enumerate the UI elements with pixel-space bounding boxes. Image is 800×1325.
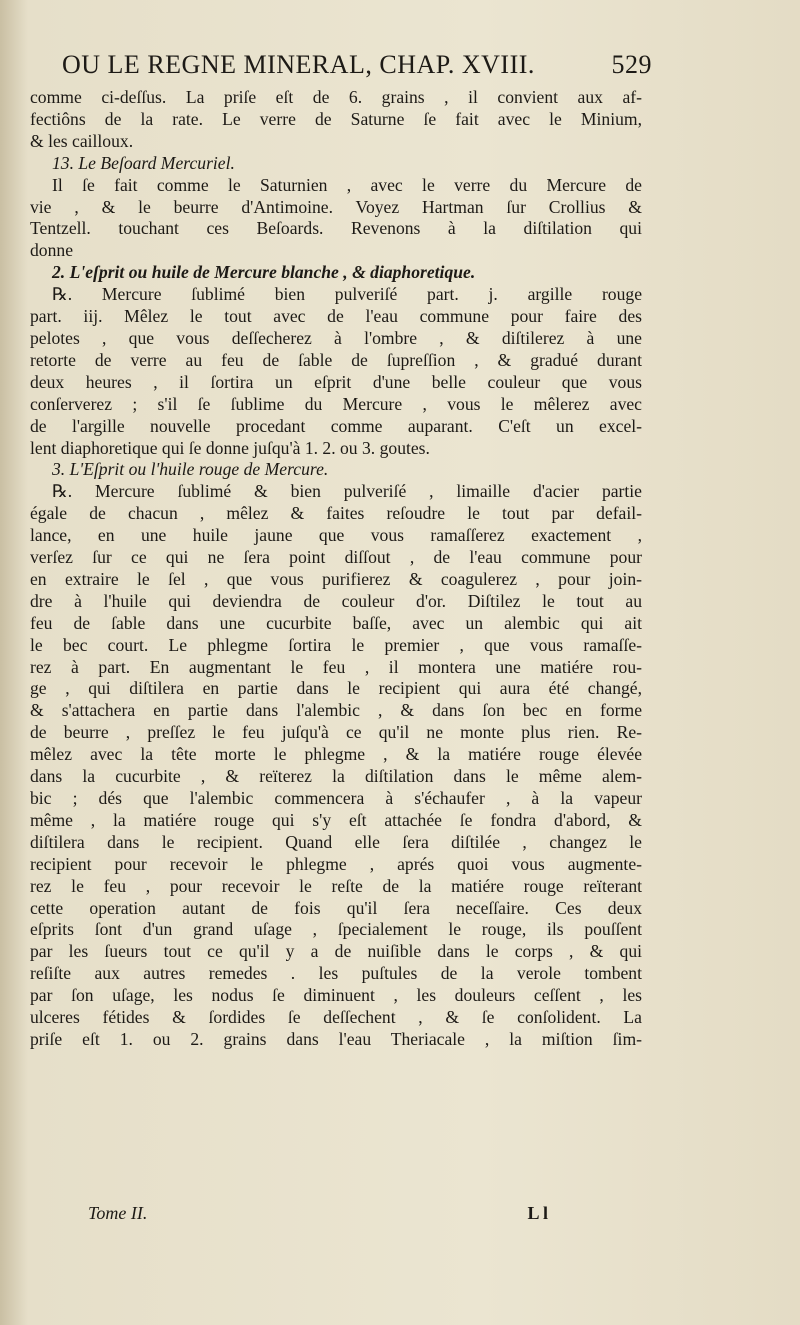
text-line: dans la cucurbite , & reïterez la diſtilation dans le même alem- — [30, 766, 642, 787]
text-line: lance, en une huile jaune que vous ramaſſerez exactement , — [30, 525, 642, 546]
text-line: & s'attachera en partie dans l'alembic , & dans ſon bec en forme — [30, 700, 642, 721]
text-line: diſtilera dans le recipient. Quand elle ſera diſtilée , changez le — [30, 831, 642, 852]
text-line: égale de chacun , mêlez & faites reſoudre le tout par defail- — [30, 503, 642, 524]
text-line: rez à part. En augmentant le feu , il montera une matiére rou- — [30, 656, 642, 677]
section-heading: 13. Le Beſoard Mercuriel. — [52, 152, 235, 173]
text-line: par les ſueurs tout ce qu'il y a de nuiſible dans le corps , & qui — [30, 941, 642, 962]
text-line: le bec court. Le phlegme ſortira le premier , que vous ramaſſe- — [30, 634, 642, 655]
text-line: vie , & le beurre d'Antimoine. Voyez Hartman ſur Crollius & — [30, 196, 642, 217]
text-line: par ſon uſage, les nodus ſe diminuent , les douleurs ceſſent , les — [30, 985, 642, 1006]
text-line: mêlez avec la tête morte le phlegme , & la matiére rouge élevée — [30, 744, 642, 765]
text-line: ℞. Mercure ſublimé & bien pulveriſé , limaille d'acier partie — [52, 481, 642, 502]
text-body — [30, 87, 642, 1051]
text-line: de l'argille nouvelle procedant comme auparant. C'eſt un excel- — [30, 415, 642, 436]
text-line: comme ci-deſſus. La priſe eſt de 6. grains , il convient aux af- — [30, 87, 642, 107]
text-line: verſez ſur ce qui ne ſera point diſſout , de l'eau commune pour — [30, 547, 642, 568]
text-line: rez le feu , pour recevoir le reſte de la matiére rouge reïterant — [30, 875, 642, 896]
running-header — [62, 50, 652, 80]
text-line: feu de ſable dans une cucurbite baſſe, avec un alembic qui ait — [30, 612, 642, 633]
section-heading: 2. L'eſprit ou huile de Mercure blanche , & diaphoretique. — [52, 262, 476, 283]
volume-label: Tome II. — [88, 1203, 148, 1223]
page-footer — [88, 1203, 548, 1224]
text-line: ℞. Mercure ſublimé bien pulveriſé part. j. argille rouge — [52, 284, 642, 305]
page-number: 529 — [611, 50, 652, 79]
text-line: en extraire le ſel , que vous purifierez & coagulerez , pour join- — [30, 568, 642, 589]
text-line: donne — [30, 240, 73, 261]
text-line: deux heures , il ſortira un eſprit d'une belle couleur que vous — [30, 371, 642, 392]
text-line: conſerverez ; s'il ſe ſublime du Mercure , vous le mêlerez avec — [30, 393, 642, 414]
text-line: reſiſte aux autres remedes . les puſtules de la verole tombent — [30, 963, 642, 984]
text-line: dre à l'huile qui deviendra de couleur d'or. Diſtilez le tout au — [30, 590, 642, 611]
text-line: priſe eſt 1. ou 2. grains dans l'eau Theriacale , la miſtion ſim- — [30, 1028, 642, 1049]
text-line: ge , qui diſtilera en partie dans le recipient qui aura été changé, — [30, 678, 642, 699]
text-line: bic ; dés que l'alembic commencera à s'échaufer , à la vapeur — [30, 788, 642, 808]
text-line: ulceres fétides & ſordides ſe deſſechent , & ſe conſolident. La — [30, 1007, 642, 1028]
text-line: lent diaphoretique qui ſe donne juſqu'à 1. 2. ou 3. goutes. — [30, 437, 430, 458]
text-line: de beurre , preſſez le feu juſqu'à ce qu'il ne monte plus rien. Re- — [30, 722, 642, 743]
section-heading: 3. L'Eſprit ou l'huile rouge de Mercure. — [52, 459, 329, 480]
text-line: eſprits ſont d'un grand uſage , ſpecialement le rouge, ils pouſſent — [30, 919, 642, 940]
text-line: recipient pour recevoir le phlegme , aprés quoi vous augmente- — [30, 853, 642, 874]
text-line: part. iij. Mêlez le tout avec de l'eau commune pour faire des — [30, 306, 642, 327]
text-line: & les cailloux. — [30, 130, 134, 151]
running-title: OU LE REGNE MINERAL, CHAP. XVIII. — [62, 50, 535, 79]
text-line: fectiôns de la rate. Le verre de Saturne ſe fait avec le Minium, — [30, 108, 642, 129]
text-line: pelotes , que vous deſſecherez à l'ombre , & diſtilerez à une — [30, 327, 642, 348]
text-line: Tentzell. touchant ces Beſoards. Revenons à la diſtilation qui — [30, 218, 642, 239]
text-line: retorte de verre au feu de ſable de ſupreſſion , & gradué durant — [30, 349, 642, 370]
text-line: même , la matiére rouge qui s'y eſt attachée ſe fondra d'abord, & — [30, 809, 642, 830]
text-line: cette operation autant de fois qu'il ſera neceſſaire. Ces deux — [30, 897, 642, 918]
text-line: Il ſe fait comme le Saturnien , avec le verre du Mercure de — [52, 174, 642, 195]
signature-mark: L l — [527, 1203, 548, 1223]
